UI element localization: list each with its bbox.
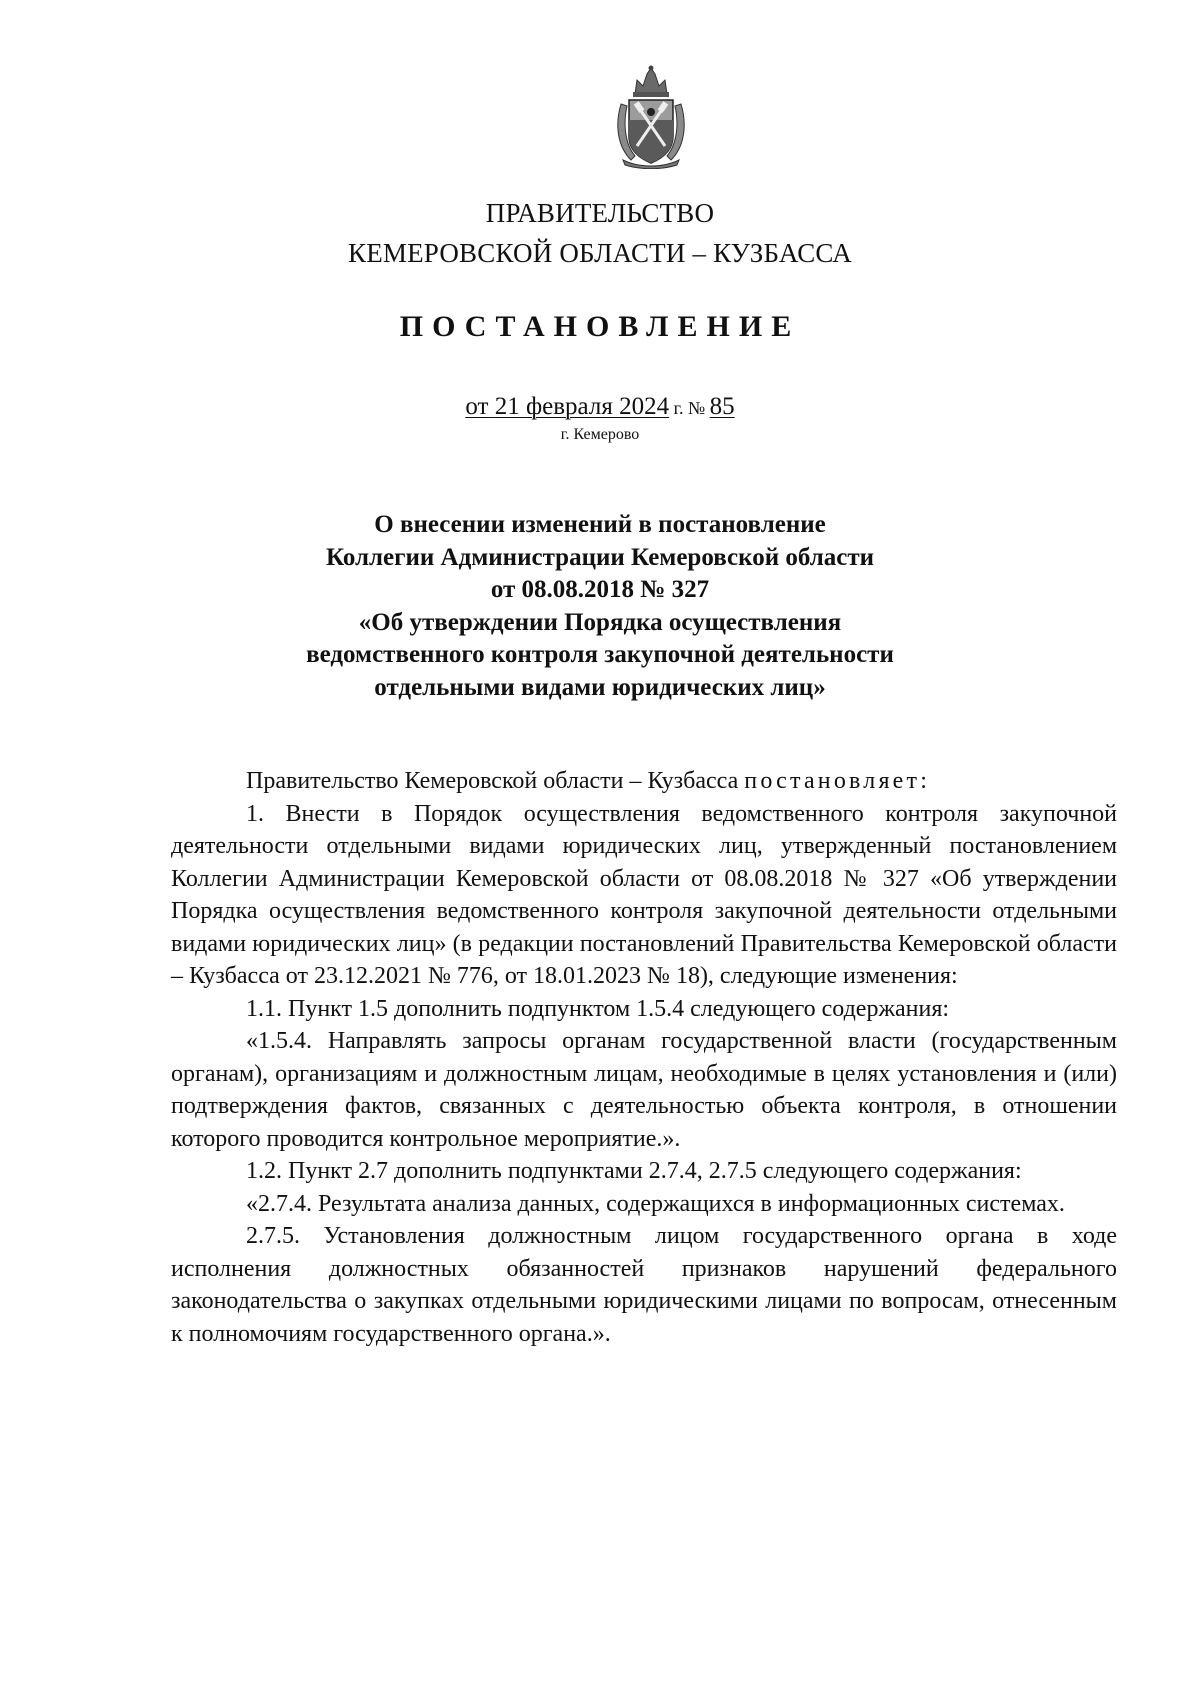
document-date: 21 февраля 2024: [494, 393, 670, 420]
paragraph-1-1: 1.1. Пункт 1.5 дополнить подпунктом 1.5.4 следующего содержания:: [246, 995, 950, 1022]
government-name-line-2: КЕМЕРОВСКОЙ ОБЛАСТИ – КУЗБАССА: [348, 238, 852, 268]
document-title: [0, 509, 1200, 704]
number-prefix: №: [683, 398, 710, 418]
title-line: от 08.08.2018 № 327: [490, 576, 710, 603]
preamble-paragraph: [171, 765, 1117, 798]
preamble-decree-word: постановляет: [744, 768, 921, 794]
paragraph-2-7-4: «2.7.4. Результата анализа данных, содержащихся в информационных системах.: [246, 1190, 1065, 1217]
date-suffix: г.: [669, 398, 684, 418]
city-label: г. Кемерово: [560, 426, 640, 443]
paragraph-1: 1. Внести в Порядок осуществления ведомственного контроля закупочной деятельности отдельными видами юридических лиц, утвержденный постановлением Коллегии Администрации Кемеровской области от 08.08.2018 № 327 «Об утверждении Порядка осуществления ведомственного контроля закупочной деятельности отдельными видами юридических лиц» (в редакции постановлений Правительства Кемеровской области – Кузбасса от 23.12.2021 № 776, от 18.01.2023 № 18), следующие изменения:: [171, 800, 1117, 989]
preamble-text: Правительство Кемеровской области – Кузбасса: [246, 768, 745, 794]
paragraph-1-2: 1.2. Пункт 2.7 дополнить подпунктами 2.7.4, 2.7.5 следующего содержания:: [246, 1158, 1022, 1184]
preamble-colon: :: [920, 768, 927, 794]
kemerovo-coat-of-arms-icon: [613, 64, 689, 169]
title-line: Коллегии Администрации Кемеровской области: [325, 543, 875, 571]
government-name-line-1: ПРАВИТЕЛЬСТВО: [485, 198, 715, 228]
title-line: ведомственного контроля закупочной деятельности: [306, 641, 894, 668]
date-number-line: [0, 393, 1200, 421]
title-line: О внесении изменений в постановление: [374, 511, 826, 538]
title-line: «Об утверждении Порядка осуществления: [358, 608, 842, 636]
date-prefix: от: [465, 393, 495, 420]
document-number: 85: [709, 393, 735, 420]
paragraph-2-7-5: 2.7.5. Установления должностным лицом государственного органа в ходе исполнения должностных обязанностей признаков нарушений федерального законодательства о закупках отдельными юридическими лицами по вопросам, отнесенным к полномочиям государственного органа.».: [171, 1223, 1117, 1347]
document-body: [171, 765, 1117, 1350]
paragraph-1-5-4: «1.5.4. Направлять запросы органам государственной власти (государственным органам), организациям и должностным лицам, необходимые в целях установления и (или) подтверждения фактов, связанных с деятельностью объекта контроля, в отношении которого проводится контрольное мероприятие.».: [171, 1028, 1117, 1152]
document-type-heading: ПОСТАНОВЛЕНИЕ: [399, 310, 801, 343]
title-line: отдельными видами юридических лиц»: [374, 673, 826, 701]
